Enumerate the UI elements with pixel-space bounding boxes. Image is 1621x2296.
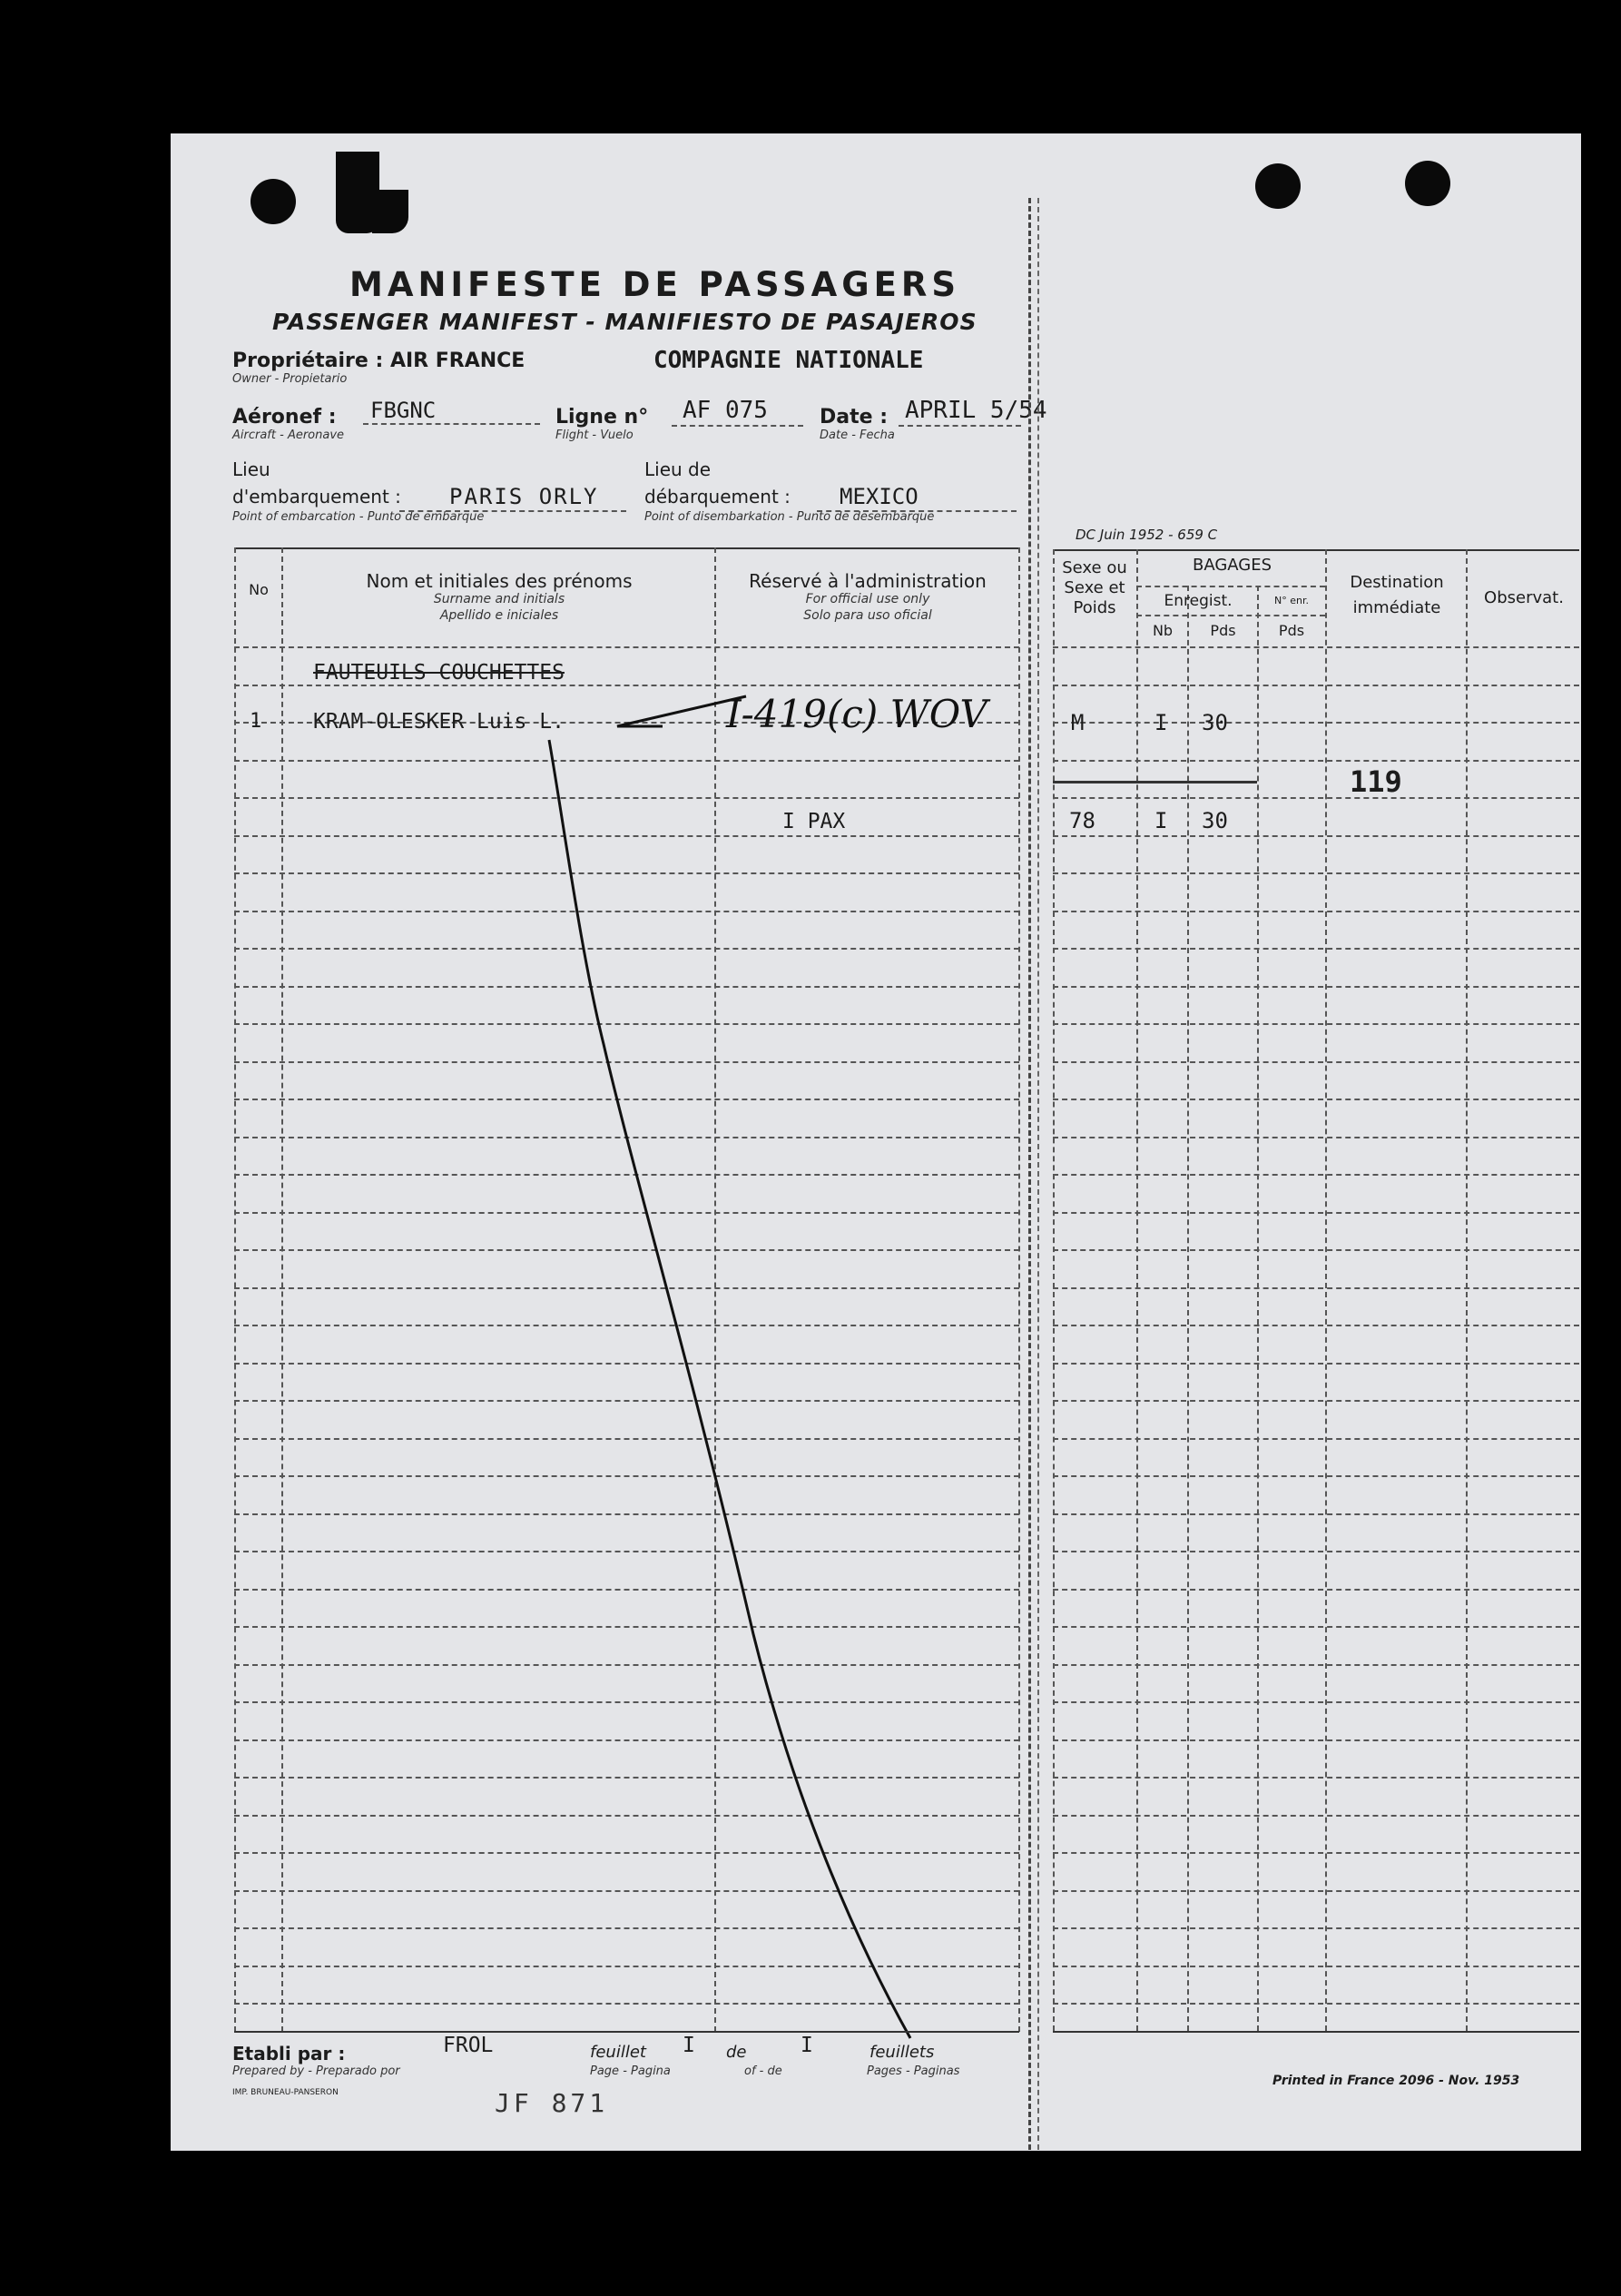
owner-label: Propriétaire : AIR FRANCE [232,350,526,372]
sheet-label: feuillet [590,2043,646,2062]
col-pds: Pds [1210,622,1236,639]
sheet-sub: Page - Pagina [590,2064,671,2078]
row-nb: I [1154,710,1168,735]
col-enreg: Enregist. [1164,592,1233,610]
col-admin-sub2: Solo para uso oficial [803,608,932,623]
manifest-title: MANIFESTE DE PASSAGERS [349,265,961,304]
col-name-sub1: Surname and initials [433,592,565,606]
disembark-value: MEXICO [840,484,919,509]
total-pds: 30 [1202,808,1228,833]
of-label: de [726,2043,747,2062]
col-dest: Destination immédiate [1350,573,1444,617]
embark-label-2: d'embarquement : [232,486,401,507]
col-admin: Réservé à l'administration [749,570,987,592]
manifest-subtitle: PASSENGER MANIFEST - MANIFIESTO DE PASAJEROS [272,309,978,335]
col-sex: Sexe ou Sexe et Poids [1062,558,1127,617]
row-admin: I-419(c) WOV [726,692,987,736]
col-no: No [249,581,269,598]
col-name-sub2: Apellido e iniciales [439,608,559,623]
row-no: 1 [250,710,262,733]
footer-rule [234,2031,1019,2033]
col-obs: Observat. [1484,588,1564,607]
printer-credit: IMP. BRUNEAU-PANSERON [232,2088,339,2097]
col-name: Nom et initiales des prénoms [366,570,633,592]
date-label: Date : [820,406,889,429]
total-weight: 78 [1069,808,1095,833]
of-value: I [801,2034,813,2057]
col-nb: Nb [1152,622,1174,639]
col-non-enreg: N° enr. [1274,595,1309,606]
row-name: KRAM-OLESKER Luis L. [313,710,565,734]
embark-sub: Point of embarcation - Punto de embarque [232,510,485,524]
disembark-label-2: débarquement : [644,486,791,507]
embark-value: PARIS ORLY [449,484,599,509]
embark-label-1: Lieu [232,458,270,480]
flight-value: AF 075 [683,397,768,424]
col-admin-sub1: For official use only [805,592,930,606]
date-value: APRIL 5/54 [905,397,1047,424]
of-sub: of - de [744,2064,782,2078]
disembark-sub: Point of disembarkation - Punto de desembarque [644,510,935,524]
flight-label: Ligne n° [555,406,649,429]
row-dest: 119 [1350,764,1402,799]
owner-sub: Owner - Propietario [232,372,348,386]
row-heading-name: FAUTEUILS COUCHETTES [313,661,565,685]
date-sub: Date - Fecha [820,429,895,442]
total-pax: I PAX [782,810,846,833]
col-pds2: Pds [1278,622,1305,639]
aircraft-label: Aéronef : [232,406,337,429]
disembark-label-1: Lieu de [644,458,712,480]
owner-value: COMPAGNIE NATIONALE [653,347,924,374]
prepared-label: Etabli par : [232,2043,346,2064]
sheets-label: feuillets [869,2043,935,2062]
sheets-sub: Pages - Paginas [867,2064,960,2078]
print-credit: Printed in France 2096 - Nov. 1953 [1272,2074,1520,2088]
stamp-number: JF 871 [495,2088,609,2118]
form-ref: DC Juin 1952 - 659 C [1076,527,1218,543]
row-sex: M [1071,710,1085,735]
row-pds: 30 [1202,710,1228,735]
prepared-value: FROL [443,2034,494,2057]
col-bagages: BAGAGES [1192,556,1272,575]
flight-sub: Flight - Vuelo [555,429,634,442]
footer-rule [1053,2031,1579,2033]
aircraft-sub: Aircraft - Aeronave [232,429,345,442]
prepared-sub: Prepared by - Preparado por [232,2064,400,2078]
aircraft-value: FBGNC [370,398,437,423]
sheet-value: I [683,2034,695,2057]
total-nb: I [1154,808,1168,833]
